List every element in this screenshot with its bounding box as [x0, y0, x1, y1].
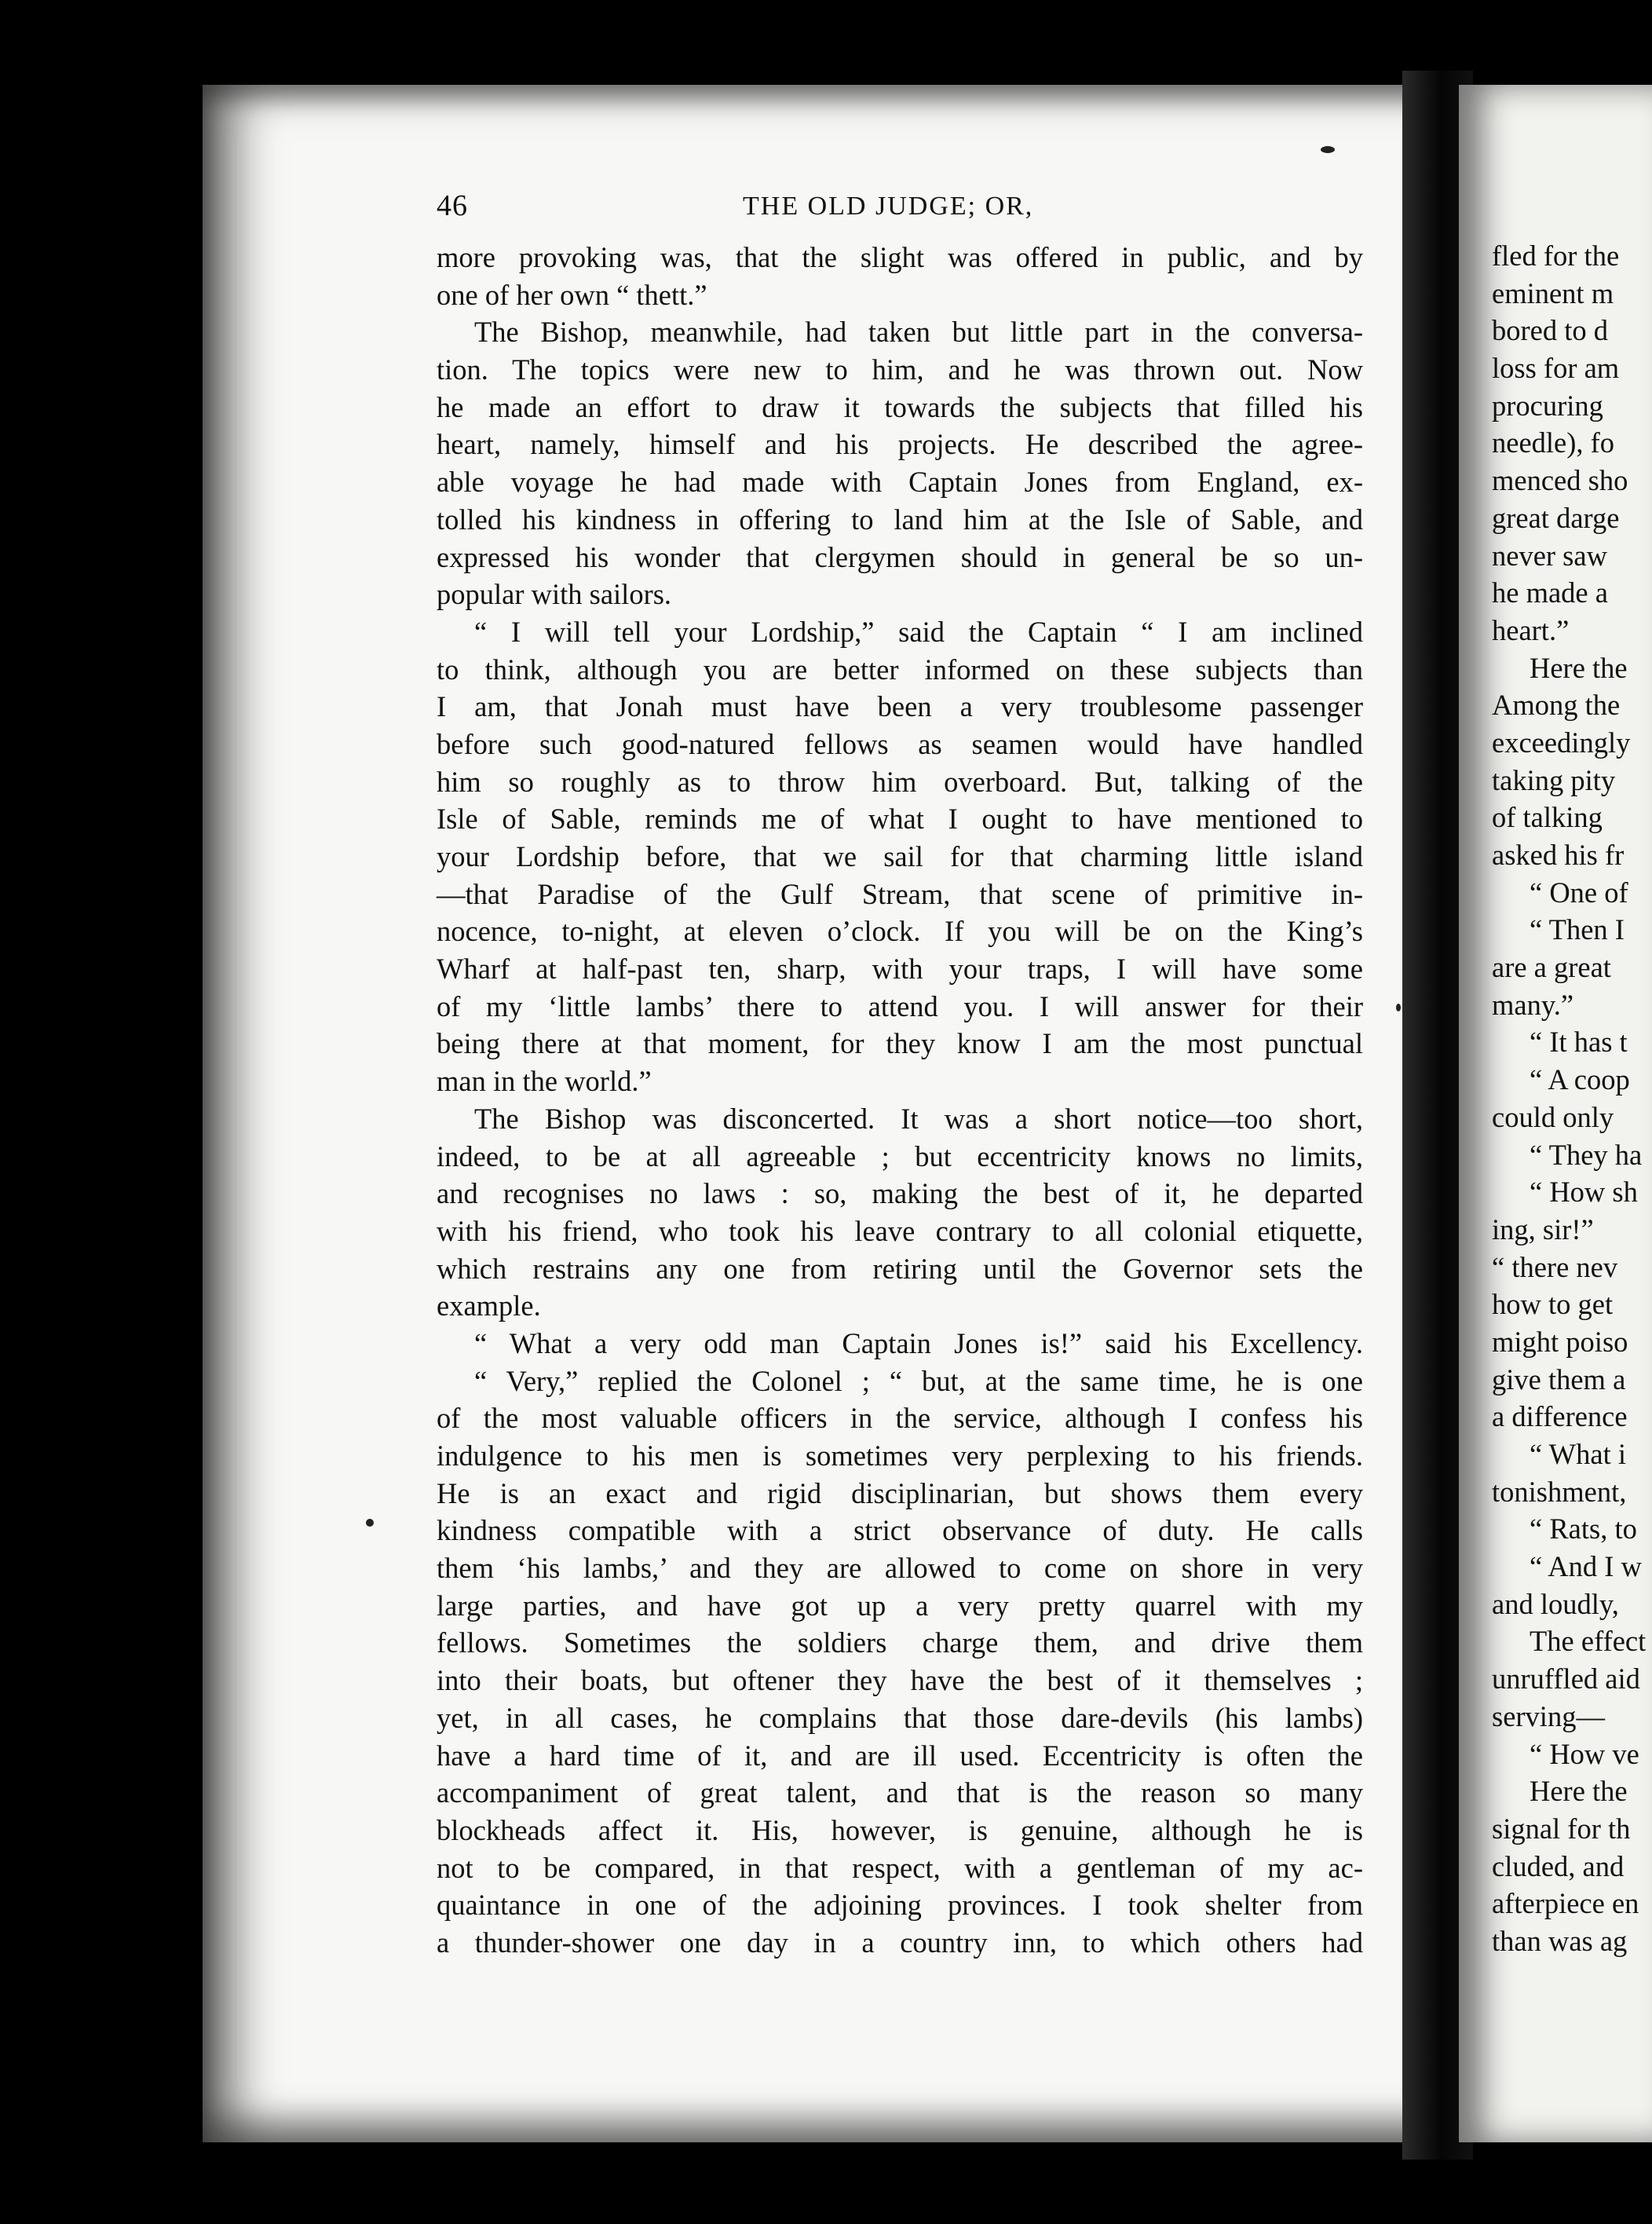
text-line: —that Paradise of the Gulf Stream, that scene of primitive in- — [437, 877, 1363, 910]
text-line-fragment: and loudly, — [1492, 1587, 1619, 1620]
text-line-fragment: he made a — [1492, 576, 1608, 609]
text-line: blockheads affect it. His, however, is genuine, although he is — [437, 1813, 1363, 1846]
text-line: have a hard time of it, and are ill used. Eccentricity is often the — [437, 1739, 1363, 1772]
text-line-fragment: cluded, and — [1492, 1849, 1625, 1882]
text-line-fragment: might poiso — [1492, 1325, 1628, 1358]
text-line: tolled his kindness in offering to land him at the Isle of Sable, and — [437, 503, 1363, 536]
text-line-fragment: “ Rats, to — [1530, 1513, 1637, 1545]
text-line: one of her own “ thett.” — [437, 278, 707, 311]
text-line: with his friend, who took his leave contrary to all colonial etiquette, — [437, 1214, 1363, 1247]
text-line: indulgence to his men is sometimes very perplexing to his friends. — [437, 1439, 1363, 1472]
text-line-fragment: asked his fr — [1492, 839, 1625, 871]
text-line-fragment: Here the — [1530, 651, 1628, 684]
text-line-fragment: loss for am — [1492, 352, 1620, 385]
text-line-fragment: The effect — [1530, 1625, 1647, 1658]
text-line: accompaniment of great talent, and that is the reason so many — [437, 1776, 1363, 1809]
text-line-fragment: signal for th — [1492, 1812, 1631, 1845]
text-line-fragment: ing, sir!” — [1492, 1213, 1594, 1246]
text-line: “ Very,” replied the Colonel ; “ but, at the same time, he is one — [474, 1364, 1363, 1397]
text-line-fragment: many.” — [1492, 988, 1574, 1021]
text-line-fragment: “ Then I — [1530, 913, 1625, 946]
text-line-fragment: fled for the — [1492, 240, 1620, 272]
text-line-fragment: “ What i — [1530, 1438, 1626, 1470]
text-line-fragment: “ A coop — [1530, 1063, 1630, 1096]
text-line: nocence, to-night, at eleven o’clock. If you will be on the King’s — [437, 915, 1363, 948]
page-number: 46 — [437, 189, 468, 222]
ink-speck — [1396, 1004, 1401, 1011]
text-line: large parties, and have got up a very pretty quarrel with my — [437, 1589, 1363, 1622]
text-line: of my ‘little lambs’ there to attend you. I will answer for their — [437, 989, 1363, 1022]
text-line: I am, that Jonah must have been a very troublesome passenger — [437, 690, 1363, 723]
text-line: before such good-natured fellows as seamen would have handled — [437, 727, 1363, 760]
text-line: indeed, to be at all agreeable ; but eccentricity knows no limits, — [437, 1139, 1363, 1172]
text-line: them ‘his lambs,’ and they are allowed to come on shore in very — [437, 1552, 1363, 1585]
text-line-fragment: great darge — [1492, 501, 1620, 534]
text-line-fragment: unruffled aid — [1492, 1663, 1640, 1695]
text-line: able voyage he had made with Captain Jones from England, ex- — [437, 466, 1363, 499]
text-line-fragment: Here the — [1530, 1775, 1628, 1808]
text-line-fragment: of talking — [1492, 801, 1603, 834]
text-line-fragment: “ there nev — [1492, 1250, 1618, 1283]
text-line: The Bishop was disconcerted. It was a short notice—too short, — [474, 1102, 1363, 1135]
text-line-fragment: taking pity — [1492, 763, 1616, 796]
text-line: more provoking was, that the slight was offered in public, and by — [437, 241, 1363, 273]
ink-speck — [1321, 146, 1335, 153]
text-line: kindness compatible with a strict observance of duty. He calls — [437, 1514, 1363, 1547]
text-line: tion. The topics were new to him, and he was thrown out. Now — [437, 353, 1363, 386]
text-line-fragment: “ It has t — [1530, 1026, 1628, 1059]
right-page-body-text — [1492, 237, 1652, 1960]
text-line: The Bishop, meanwhile, had taken but little part in the conversa- — [474, 316, 1363, 349]
text-line-fragment: serving— — [1492, 1699, 1605, 1732]
text-line: he made an effort to draw it towards the subjects that filled his — [437, 390, 1363, 423]
text-line-fragment: afterpiece en — [1492, 1887, 1639, 1920]
text-line: of the most valuable officers in the service, although I confess his — [437, 1402, 1363, 1435]
text-line: a thunder-shower one day in a country inn, to which others had — [437, 1926, 1363, 1959]
text-line: “ I will tell your Lordship,” said the Captain “ I am inclined — [474, 615, 1363, 648]
text-line: which restrains any one from retiring until the Governor sets the — [437, 1252, 1363, 1285]
text-line-fragment: “ How ve — [1530, 1737, 1639, 1770]
text-line: your Lordship before, that we sail for that charming little island — [437, 840, 1363, 872]
text-line-fragment: could only — [1492, 1100, 1614, 1133]
text-line: example. — [437, 1289, 541, 1322]
text-line: Isle of Sable, reminds me of what I ought to have mentioned to — [437, 803, 1363, 836]
text-line: He is an exact and rigid disciplinarian, but shows them every — [437, 1476, 1363, 1509]
text-line: to think, although you are better informed on these subjects than — [437, 653, 1363, 686]
text-line-fragment: needle), fo — [1492, 426, 1615, 459]
text-line: into their boats, but oftener they have the best of it themselves ; — [437, 1664, 1363, 1697]
text-line: not to be compared, in that respect, with a gentleman of my ac- — [437, 1851, 1363, 1884]
text-line-fragment: tonishment, — [1492, 1475, 1627, 1508]
text-line-fragment: bored to d — [1492, 314, 1608, 347]
left-page-body-text — [437, 239, 1363, 1962]
text-line: “ What a very odd man Captain Jones is!” said his Excellency. — [474, 1326, 1363, 1359]
text-line: yet, in all cases, he complains that those dare-devils (his lambs) — [437, 1701, 1363, 1734]
text-line: him so roughly as to throw him overboard. But, talking of the — [437, 765, 1363, 798]
text-line-fragment: a difference — [1492, 1400, 1628, 1433]
text-line-fragment: exceedingly — [1492, 726, 1631, 759]
text-line: popular with sailors. — [437, 578, 672, 611]
text-line-fragment: give them a — [1492, 1363, 1626, 1395]
text-line-fragment: never saw — [1492, 539, 1607, 572]
text-line-fragment: procuring — [1492, 389, 1603, 422]
running-head: THE OLD JUDGE; OR, — [743, 192, 1034, 221]
text-line-fragment: are a great — [1492, 951, 1611, 984]
text-line-fragment: “ And I w — [1530, 1550, 1642, 1583]
text-line: Wharf at half-past ten, sharp, with your traps, I will have some — [437, 953, 1363, 986]
text-line-fragment: “ One of — [1530, 876, 1628, 909]
text-line: quaintance in one of the adjoining provinces. I took shelter from — [437, 1889, 1363, 1922]
text-line-fragment: how to get — [1492, 1288, 1614, 1321]
text-line-fragment: than was ag — [1492, 1924, 1628, 1957]
text-line: man in the world.” — [437, 1065, 652, 1098]
text-line-fragment: eminent m — [1492, 276, 1614, 309]
text-line-fragment: “ How sh — [1530, 1176, 1638, 1209]
text-line-fragment: menced sho — [1492, 464, 1628, 497]
text-line-fragment: Among the — [1492, 689, 1621, 722]
text-line-fragment: “ They ha — [1530, 1138, 1643, 1171]
ink-speck — [366, 1519, 374, 1527]
text-line: and recognises no laws : so, making the best of it, he departed — [437, 1177, 1363, 1210]
text-line: heart, namely, himself and his projects. He described the agree- — [437, 428, 1363, 461]
text-line: fellows. Sometimes the soldiers charge them, and drive them — [437, 1626, 1363, 1659]
text-line: being there at that moment, for they know I am the most punctual — [437, 1027, 1363, 1060]
text-line-fragment: heart.” — [1492, 613, 1570, 646]
text-line: expressed his wonder that clergymen should in general be so un- — [437, 540, 1363, 573]
page-header — [437, 188, 1363, 226]
